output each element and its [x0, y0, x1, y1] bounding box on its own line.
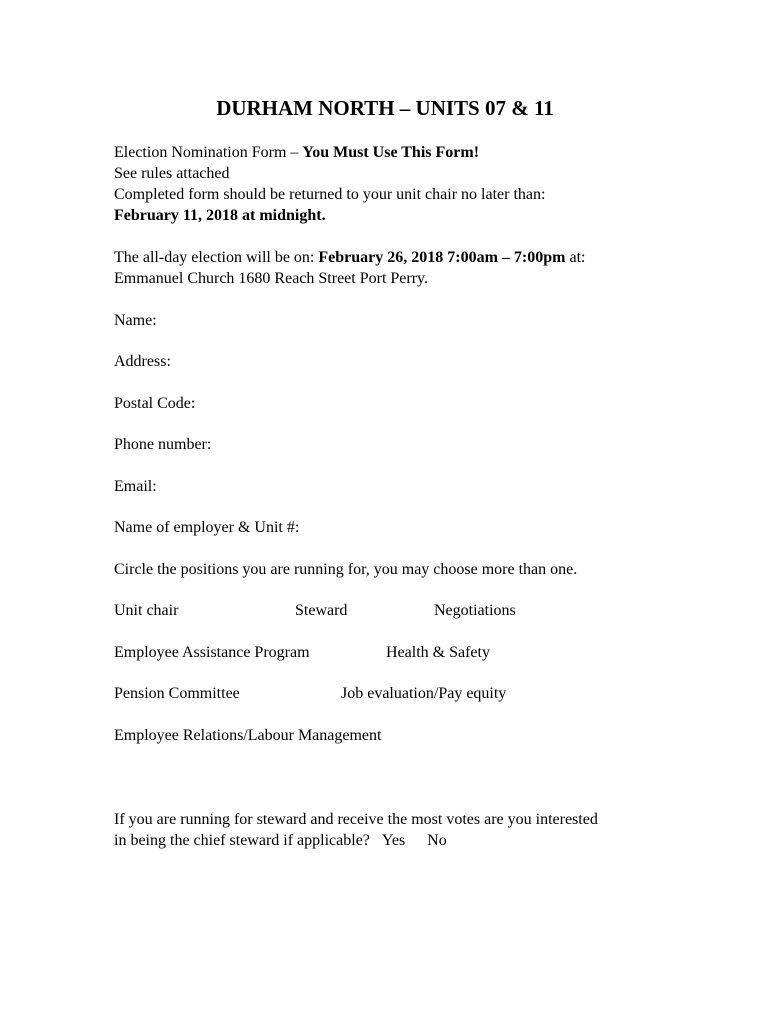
name-field-label: Name:: [114, 312, 157, 329]
return-instruction: Completed form should be returned to your unit chair no later than:: [114, 186, 546, 203]
chief-steward-question-text: in being the chief steward if applicable?: [114, 832, 370, 849]
form-heading-emphasis: You Must Use This Form!: [302, 144, 480, 161]
position-health-safety: Health & Safety: [386, 644, 490, 661]
position-steward: Steward: [295, 602, 348, 619]
phone-field-label: Phone number:: [114, 436, 212, 453]
election-date-suffix: at:: [565, 249, 586, 266]
postal-code-field-label: Postal Code:: [114, 395, 196, 412]
email-field-label: Email:: [114, 478, 157, 495]
chief-steward-question-line1: If you are running for steward and receive the most votes are you interested: [114, 811, 598, 828]
position-job-evaluation: Job evaluation/Pay equity: [341, 685, 507, 702]
election-date-line: [114, 247, 585, 268]
position-pension-committee: Pension Committee: [114, 685, 240, 702]
election-date-prefix: The all-day election will be on:: [114, 249, 319, 266]
position-negotiations: Negotiations: [434, 602, 516, 619]
positions-instruction: Circle the positions you are running for, you may choose more than one.: [114, 561, 578, 578]
employer-field-label: Name of employer & Unit #:: [114, 519, 300, 536]
position-unit-chair: Unit chair: [114, 602, 179, 619]
chief-steward-yes-option: Yes: [381, 832, 406, 849]
page-title: DURHAM NORTH – UNITS 07 & 11: [216, 96, 554, 120]
address-field-label: Address:: [114, 353, 171, 370]
chief-steward-no-option: No: [427, 832, 447, 849]
position-eap: Employee Assistance Program: [114, 644, 310, 661]
election-date: February 26, 2018 7:00am – 7:00pm: [318, 249, 566, 266]
return-deadline: February 11, 2018 at midnight.: [114, 207, 326, 224]
position-employee-relations: Employee Relations/Labour Management: [114, 727, 382, 744]
election-location: Emmanuel Church 1680 Reach Street Port Perry.: [114, 270, 428, 287]
form-heading-line: [114, 142, 479, 163]
form-heading-prefix: Election Nomination Form –: [114, 144, 303, 161]
chief-steward-question-line2: [114, 830, 447, 851]
rules-note: See rules attached: [114, 165, 230, 182]
